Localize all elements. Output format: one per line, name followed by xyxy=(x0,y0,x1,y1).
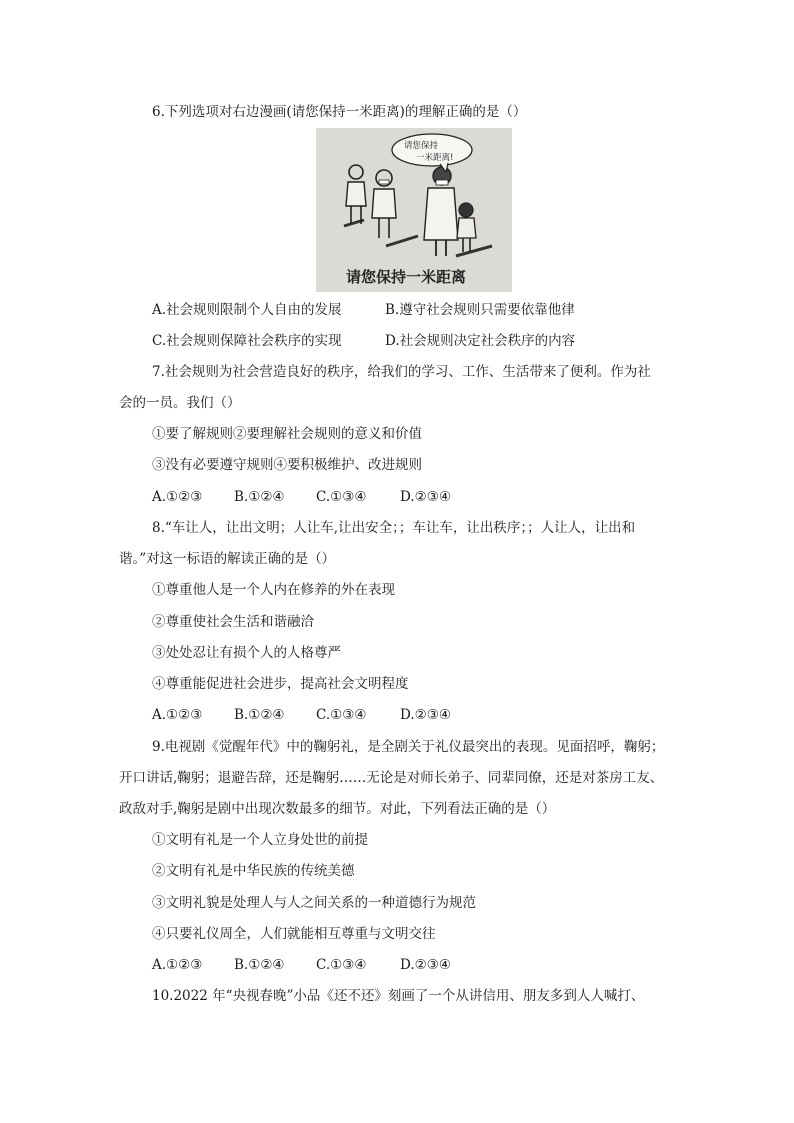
q9-item-4: ④只要礼仪周全，人们就能相互尊重与文明交往 xyxy=(152,926,436,942)
comic-drawing xyxy=(316,128,512,292)
q9-answers xyxy=(152,955,451,975)
q7-answer-a: A.①②③ xyxy=(152,489,203,505)
q7-answers xyxy=(152,487,451,507)
comic-caption: 请您保持一米距离 xyxy=(346,268,467,286)
question-9-stem-cont-2: 政敌对手,鞠躬是剧中出现次数最多的细节。对此，下列看法正确的是（） xyxy=(119,801,556,817)
q7-item-2: ③没有必要遵守规则④要积极维护、改进规则 xyxy=(152,457,422,473)
question-8-stem: 8.“车让人，让出文明；人让车,让出安全；；车让车，让出秩序；；人让人，让出和 xyxy=(152,520,636,536)
q8-item-2: ②尊重使社会生活和谐融洽 xyxy=(152,614,314,630)
q6-option-d: D.社会规则决定社会秩序的内容 xyxy=(385,333,576,349)
q7-answer-b: B.①②④ xyxy=(234,489,285,505)
q7-item-1: ①要了解规则②要理解社会规则的意义和价值 xyxy=(152,426,422,442)
q8-item-4: ④尊重能促进社会进步，提高社会文明程度 xyxy=(152,676,409,692)
q8-answer-b: B.①②④ xyxy=(234,707,285,723)
question-8-stem-cont: 谐。”对这一标语的解读正确的是（） xyxy=(119,551,336,567)
q9-answer-c: C.①③④ xyxy=(316,957,367,973)
q8-answer-a: A.①②③ xyxy=(152,707,203,723)
q9-item-1: ①文明有礼是一个人立身处世的前提 xyxy=(152,832,368,848)
question-10-stem: 10.2022 年“央视春晚”小品《还不还》刻画了一个从讲信用、朋友多到人人喊打、 xyxy=(152,988,645,1004)
q8-item-1: ①尊重他人是一个人内在修养的外在表现 xyxy=(152,582,395,598)
comic-bubble-line-1: 请您保持 xyxy=(404,141,439,151)
question-7-stem-cont: 会的一员。我们（） xyxy=(119,395,241,411)
q6-option-a: A.社会规则限制个人自由的发展 xyxy=(152,302,342,318)
q8-answer-c: C.①③④ xyxy=(316,707,367,723)
q6-option-c: C.社会规则保障社会秩序的实现 xyxy=(152,333,342,349)
question-7-stem: 7.社会规则为社会营造良好的秩序，给我们的学习、工作、生活带来了便利。作为社 xyxy=(152,364,651,380)
q6-option-b: B.遵守社会规则只需要依靠他律 xyxy=(385,302,575,318)
question-6-stem: 6.下列选项对右边漫画(请您保持一米距离)的理解正确的是（） xyxy=(152,104,527,120)
q8-answers xyxy=(152,705,451,725)
q8-answer-d: D.②③④ xyxy=(400,707,451,723)
question-9-stem: 9.电视剧《觉醒年代》中的鞠躬礼，是全剧关于礼仪最突出的表现。见面招呼，鞠躬； xyxy=(152,739,665,755)
comic-image xyxy=(316,128,512,292)
q9-answer-d: D.②③④ xyxy=(400,957,451,973)
q9-answer-a: A.①②③ xyxy=(152,957,203,973)
question-9-stem-cont-1: 开口讲话,鞠躬；退避告辞，还是鞠躬……无论是对师长弟子、同辈同僚，还是对茶房工友、 xyxy=(119,770,664,786)
q9-item-2: ②文明有礼是中华民族的传统美德 xyxy=(152,863,355,879)
comic-bubble-line-2: 一米距离! xyxy=(416,153,454,163)
q7-answer-d: D.②③④ xyxy=(400,489,451,505)
q7-answer-c: C.①③④ xyxy=(316,489,367,505)
q9-item-3: ③文明礼貌是处理人与人之间关系的一种道德行为规范 xyxy=(152,895,476,911)
q8-item-3: ③处处忍让有损个人的人格尊严 xyxy=(152,645,341,661)
q9-answer-b: B.①②④ xyxy=(234,957,285,973)
